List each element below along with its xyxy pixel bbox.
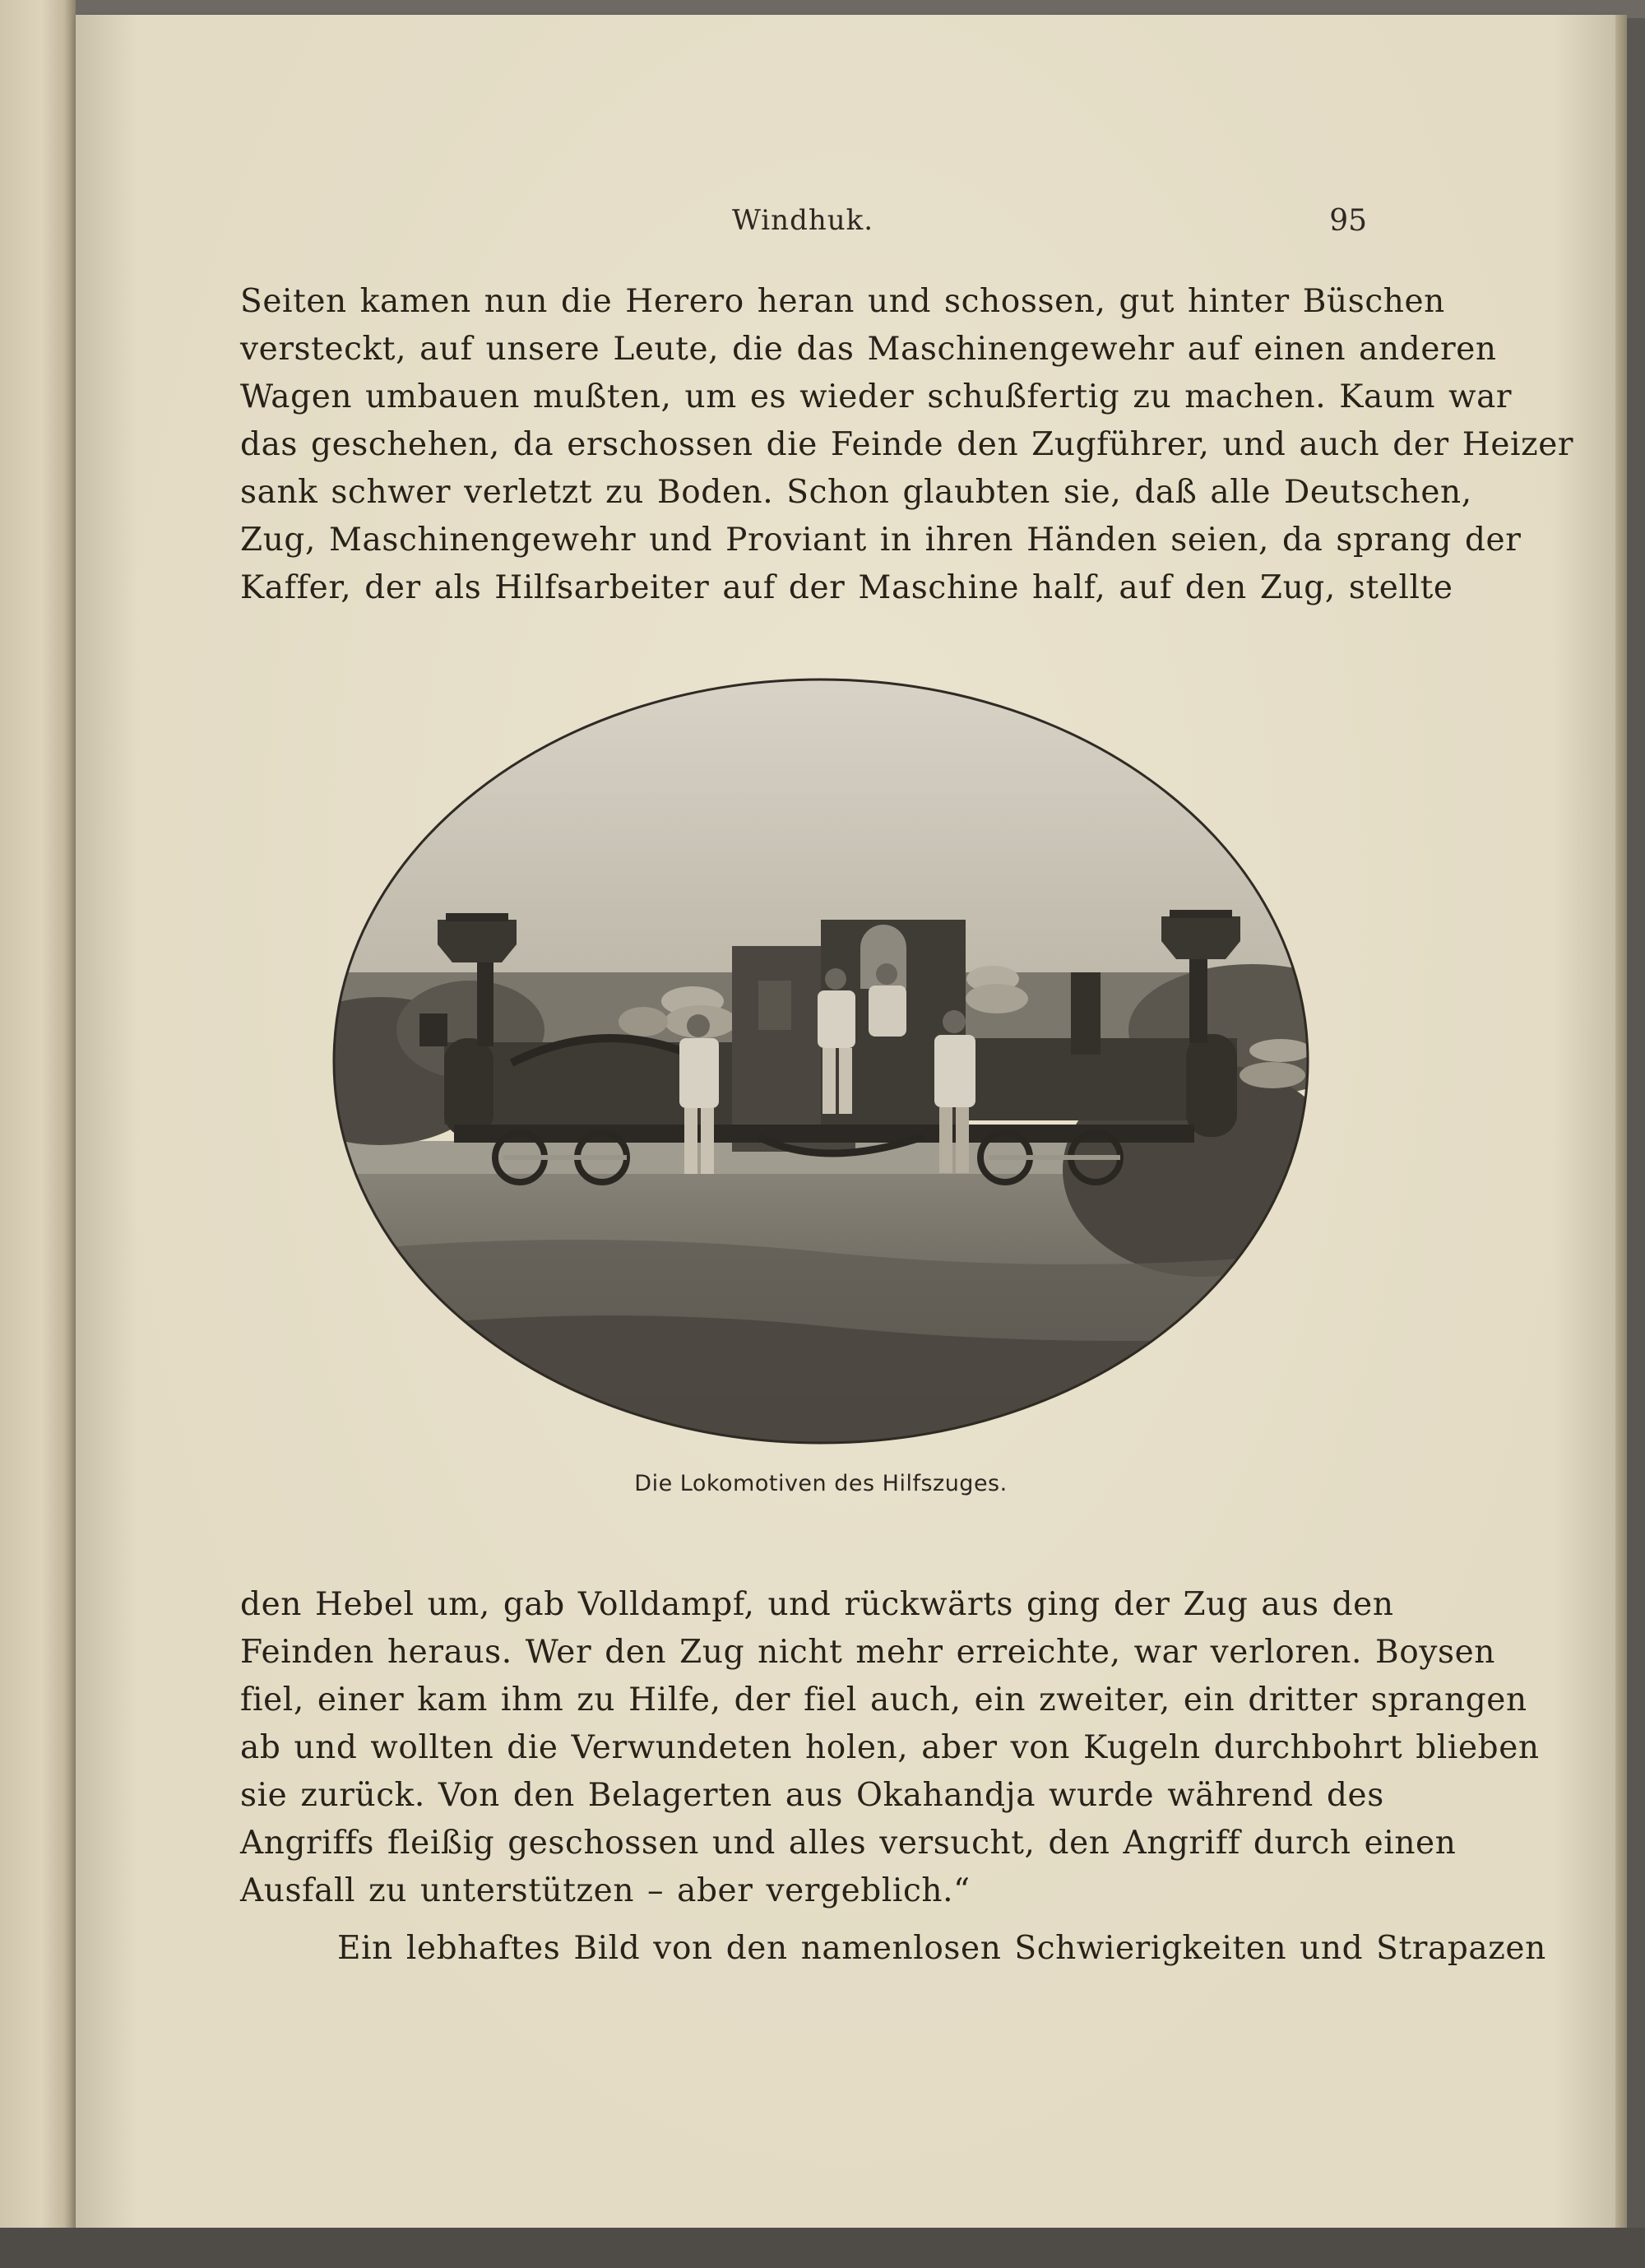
text-line: versteckt, auf unsere Leute, die das Maschinengewehr auf einen anderen (240, 331, 1497, 368)
grass-foreground (331, 1240, 1318, 1447)
locomotive-photograph (331, 676, 1311, 1447)
text-line: Ausfall zu unterstützen – aber vergeblich.“ (240, 1872, 971, 1909)
running-title: Windhuk. (731, 204, 874, 237)
paragraph-bottom (240, 1581, 1540, 1915)
text-line: den Hebel um, gab Volldampf, und rückwärts ging der Zug aus den (240, 1586, 1394, 1623)
paragraph-next (240, 1925, 1546, 1973)
page-number: 95 (1329, 204, 1367, 238)
text-line: Ein lebhaftes Bild von den namenlosen Schwierigkeiten und Strapazen (337, 1930, 1546, 1967)
text-line: Angriffs fleißig geschossen und alles versucht, den Angriff durch einen (240, 1825, 1457, 1862)
text-line: Kaffer, der als Hilfsarbeiter auf der Maschine half, auf den Zug, stellte (240, 569, 1453, 606)
text-line: Feinden heraus. Wer den Zug nicht mehr erreichte, war verloren. Boysen (240, 1634, 1496, 1671)
text-line: Wagen umbauen mußten, um es wieder schußfertig zu machen. Kaum war (240, 378, 1513, 415)
page-fore-edge (1615, 15, 1627, 2228)
text-line: sie zurück. Von den Belagerten aus Okahandja wurde während des (240, 1777, 1384, 1814)
text-line: fiel, einer kam ihm zu Hilfe, der fiel auch, ein zweiter, ein dritter sprangen (240, 1681, 1527, 1718)
text-line: Zug, Maschinengewehr und Proviant in ihren Händen seien, da sprang der (240, 522, 1522, 559)
text-line: sank schwer verletzt zu Boden. Schon glaubten sie, daß alle Deutschen, (240, 474, 1472, 511)
scan-background-bottom (0, 2228, 1645, 2268)
paragraph-top (240, 278, 1574, 612)
page-header (239, 204, 1367, 245)
text-line: das geschehen, da erschossen die Feinde den Zugführer, und auch der Heizer (240, 426, 1574, 463)
figure-caption: Die Lokomotiven des Hilfszuges. (634, 1471, 1008, 1496)
text-line: ab und wollten die Verwundeten holen, aber von Kugeln durchbohrt blieben (240, 1729, 1540, 1766)
text-line: Seiten kamen nun die Herero heran und schossen, gut hinter Büschen (240, 283, 1445, 320)
facing-page-edge (0, 0, 76, 2268)
